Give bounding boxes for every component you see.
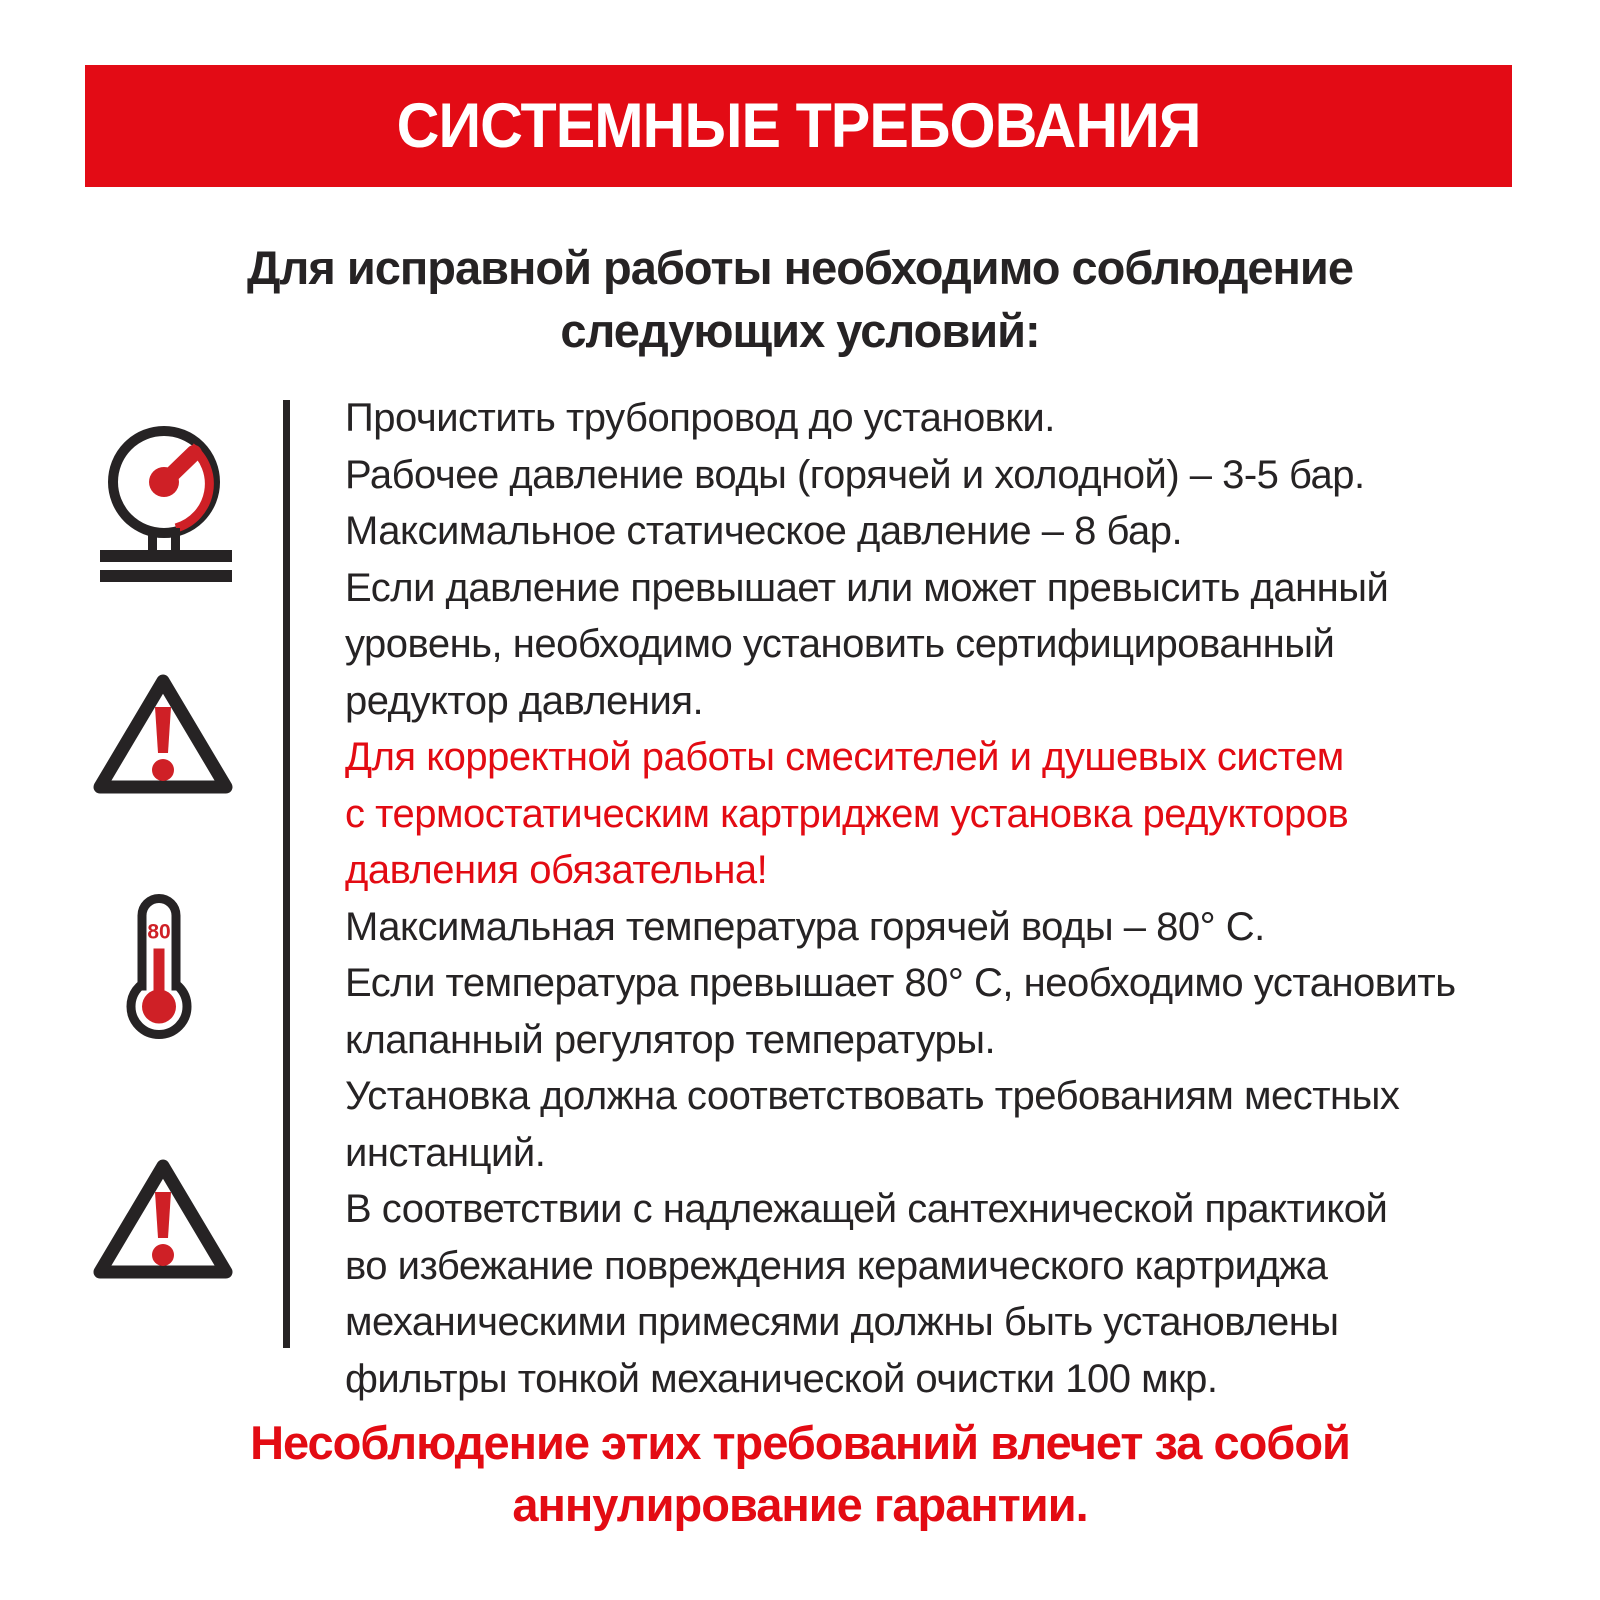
requirement-line: фильтры тонкой механической очистки 100 мкр. [345,1356,1218,1401]
requirement-line-important: с термостатическим картриджем установка редукторов [345,791,1349,836]
requirement-line: Если температура превышает 80° C, необходимо установить [345,961,1456,1005]
thermometer-value-label: 80 [147,920,171,944]
requirement-line-important: давления обязательна! [345,848,768,892]
vertical-divider [283,400,290,1348]
requirement-line-important: Для корректной работы смесителей и душевых систем [345,735,1344,779]
requirement-line: Максимальное статическое давление – 8 бар. [345,509,1183,553]
requirement-line: механическими примесями должны быть установлены [345,1300,1339,1344]
header-banner [85,65,1512,187]
warning-triangle-icon [88,665,238,805]
requirement-line: уровень, необходимо установить сертифицированный [345,622,1335,666]
requirements-text [345,390,1525,1407]
page-title: СИСТЕМНЫЕ ТРЕБОВАНИЯ [396,91,1201,161]
warranty-warning-line-2: аннулирование гарантии. [512,1478,1088,1531]
requirement-line: во избежание повреждения керамического картриджа [345,1243,1328,1288]
requirement-line: редуктор давления. [345,678,704,723]
warranty-warning [0,1412,1600,1536]
requirement-line: Максимальная температура горячей воды – 80° C. [345,904,1265,949]
requirement-line: инстанций. [345,1130,546,1175]
warranty-warning-line-1: Несоблюдение этих требований влечет за собой [250,1416,1350,1469]
requirement-line: Если давление превышает или может превысить данный [345,565,1389,610]
subtitle-line-2: следующих условий: [560,304,1040,357]
requirement-line: В соответствии с надлежащей сантехнической практикой [345,1187,1388,1231]
requirement-line: Прочистить трубопровод до установки. [345,396,1055,440]
subtitle [0,236,1600,362]
warning-triangle-icon [88,1150,238,1290]
requirement-line: клапанный регулятор температуры. [345,1017,996,1062]
subtitle-line-1: Для исправной работы необходимо соблюдение [247,241,1353,294]
pressure-gauge-icon [92,422,242,582]
requirement-line: Рабочее давление воды (горячей и холодной) – 3-5 бар. [345,452,1365,497]
thermometer-icon [124,888,194,1043]
requirement-line: Установка должна соответствовать требованиям местных [345,1074,1400,1118]
